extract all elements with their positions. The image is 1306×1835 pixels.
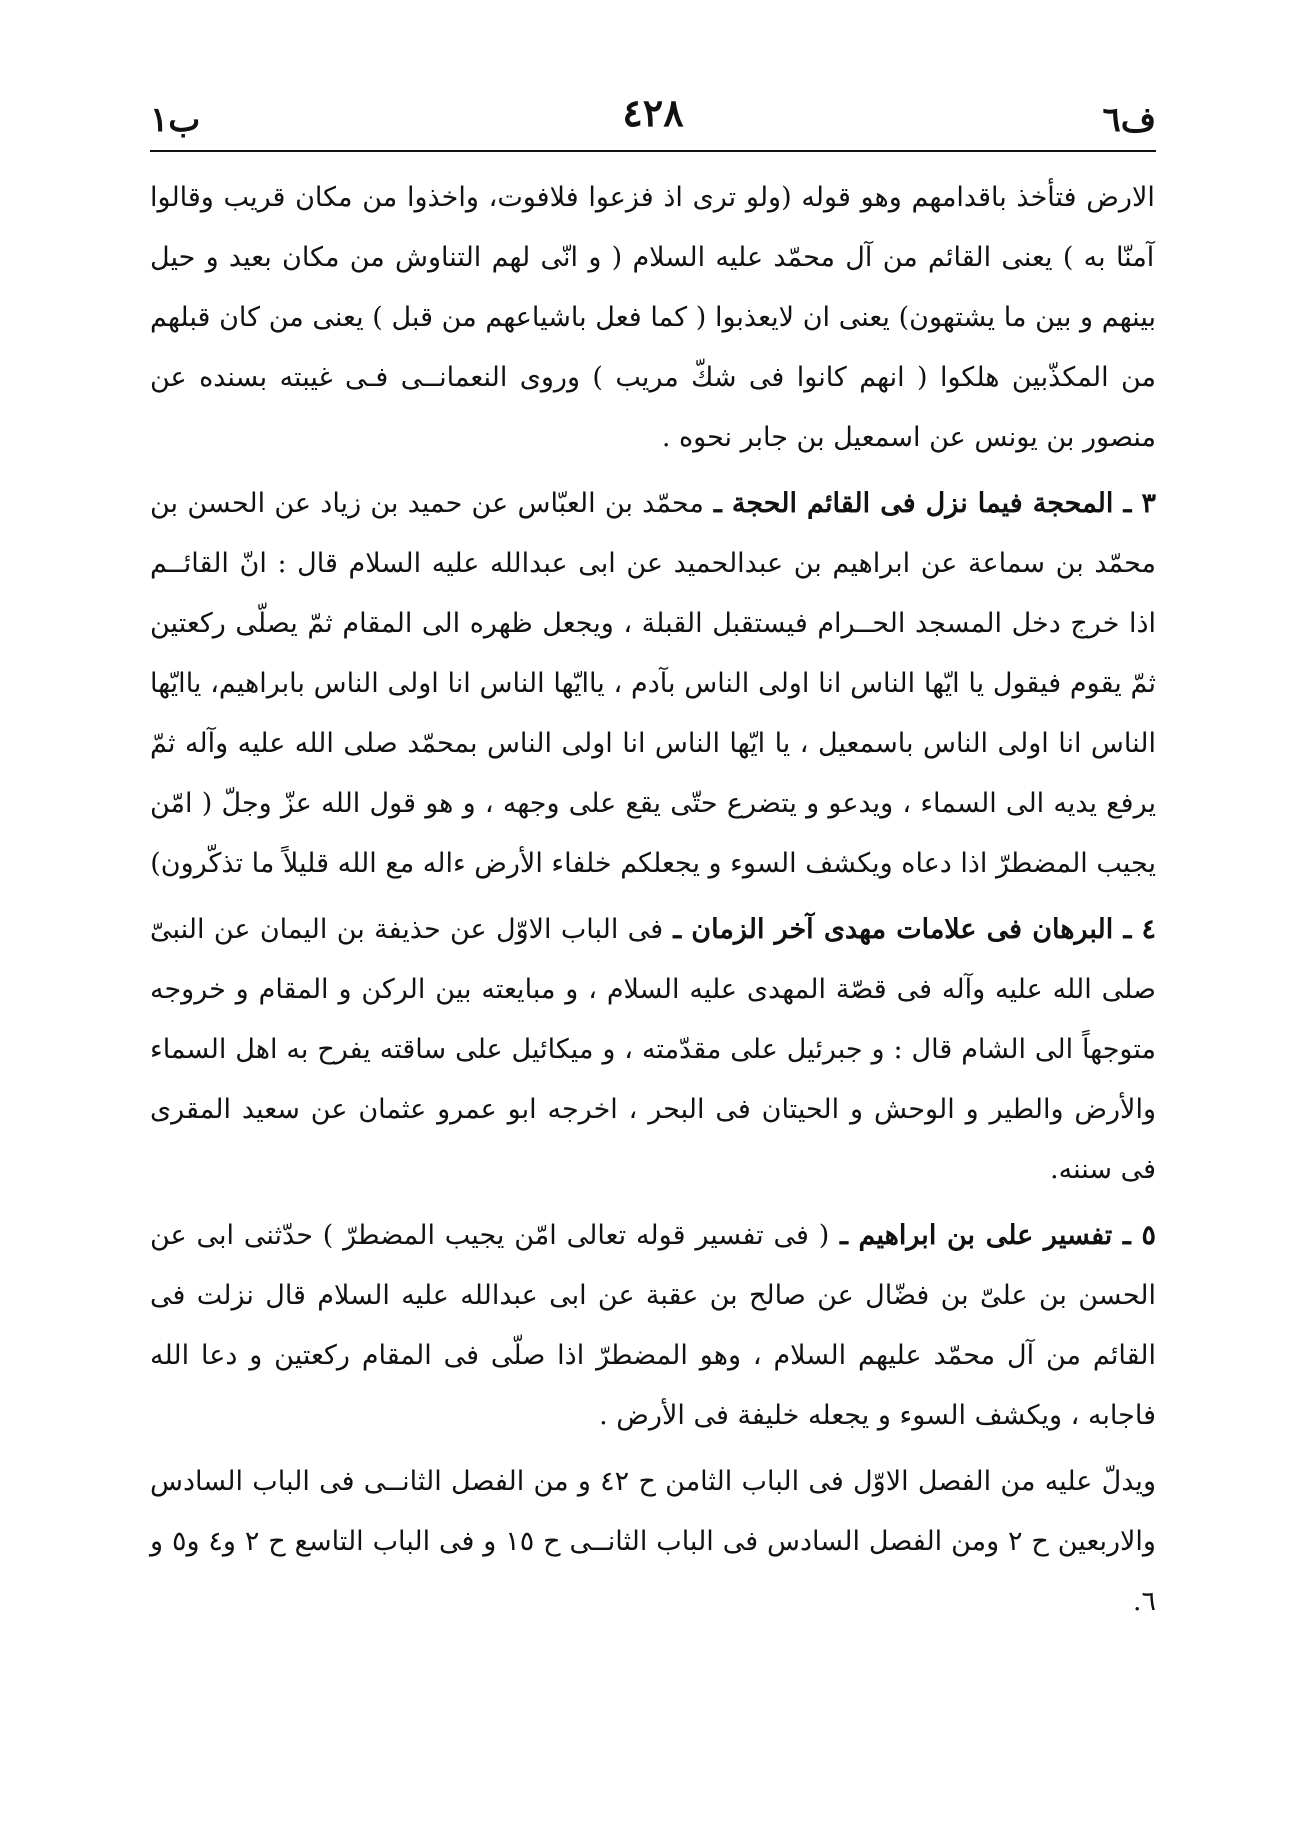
text-line: ويدلّ عليه من الفصل الاوّل فى الباب الثامن ح ٤٢ و من الفصل الثانــى فى [309, 1466, 1156, 1497]
text-line: عن الحسن بن محمّد بن سماعة عن ابراهيم بن عبدالحميد عن ابى عبدالله عليه السلام قال : انّ [150, 488, 1156, 579]
section-title: البرهان فى علامات مهدى آخر الزمان ـ [663, 914, 1114, 945]
section-number: ٣ ـ [1113, 488, 1156, 519]
text-line: به اهل السماء والأرض والطير و الوحش و الحيتان فى البحر ، اخرجه ابو عمرو عثمان [150, 1034, 1157, 1125]
text-line: التاسع ح ٢ و٤ و٥ و ٦. [150, 1526, 1156, 1617]
header-rule [150, 150, 1156, 152]
text-line: نزلت فى القائم من آل محمّد عليهم السلام ، وهو المضطرّ اذا صلّى فى المقام ركعتين و [150, 1280, 1156, 1371]
text-line: آمنّا به ) يعنى القائم من آل محمّد عليه السلام ( و انّى لهم التناوش من مكان بعيد و حيل [150, 242, 1155, 273]
text-line: الباب السادس والاربعين ح ٢ ومن الفصل السادس فى الباب الثانــى ح ١٥ و فى الباب [150, 1466, 1156, 1557]
text-line: عزّ وجلّ ( امّن يجيب المضطرّ اذا دعاه ويكشف السوء و يجعلكم خلفاء الأرض ءاله [150, 788, 1156, 879]
text-line: بسنده عن منصور بن يونس عن اسمعيل بن جابر نحوه . [150, 362, 1156, 453]
text-line: بن اليمان عن النبىّ صلى الله عليه وآله فى قصّة المهدى عليه السلام ، و مبايعته بين الركن و المقام و [150, 914, 1156, 1005]
text-line: محمّد بن العبّاس عن حميد بن زياد [311, 488, 704, 519]
text-line: الارض فتأخذ باقدامهم وهو قوله (ولو ترى اذ فزعوا فلافوت، واخذوا من مكان قريب وقالوا [150, 182, 1155, 213]
text-line: بينهم و بين ما يشتهون) يعنى ان لايعذبوا ( كما فعل باشياعهم من قبل ) يعنى من كان [210, 302, 1156, 333]
text-line: حدّثنى ابى عن الحسن بن علىّ بن فضّال عن صالح بن عقبة عن ابى عبدالله عليه السلام قال [150, 1220, 1157, 1311]
text-line: دعا الله فاجابه ، ويكشف السوء و يجعله خليفة فى الأرض . [150, 1340, 1156, 1431]
section-title: تفسير على بن ابراهيم ـ [829, 1220, 1113, 1251]
paragraph-5 [150, 1452, 1156, 1632]
page-number: ٤٢٨ [622, 90, 684, 135]
folio-right: ف٦ [1102, 100, 1156, 140]
paragraph-2 [150, 474, 1156, 894]
text-line: فى الباب الاوّل عن حذيفة [364, 914, 664, 945]
paragraph-1 [150, 168, 1156, 468]
paragraph-3 [150, 900, 1156, 1200]
page-header [150, 90, 1156, 146]
text-line: ( فى تفسير قوله تعالى امّن يجيب المضطرّ ) [312, 1220, 830, 1251]
paragraph-4 [150, 1206, 1156, 1446]
text-line: القائــم اذا خرج دخل المسجد الحــرام فيستقبل القبلة ، ويجعل ظهره الى المقام ثمّ [150, 548, 1156, 639]
text-line: مع الله قليلاً ما تذكّرون) [150, 848, 415, 879]
text-line: خروجه متوجهاً الى الشام قال : و جبرئيل على مقدّمته ، و ميكائيل على ساقته يفرح [150, 974, 1156, 1065]
text-line: الناس بابراهيم، ياايّها الناس انا اولى الناس باسمعيل ، يا ايّها الناس انا اولى الناس بمحمّد [150, 668, 1156, 759]
section-number: ٤ ـ [1113, 914, 1157, 945]
section-number: ٥ ـ [1112, 1220, 1157, 1251]
text-line: قبلهم من المكذّبين هلكوا ( انهم كانوا فى شكّ مريب ) وروى النعمانــى فـى غيبته [150, 302, 1156, 393]
section-title: المحجة فيما نزل فى القائم الحجة ـ [703, 488, 1114, 519]
folio-left: ب١ [150, 100, 201, 140]
text-line: عن سعيد المقرى فى سننه. [150, 1094, 1156, 1185]
text-line: يصلّى ركعتين ثمّ يقوم فيقول يا ايّها الناس انا اولى الناس بآدم ، ياايّها الناس انا اولى [150, 608, 1156, 699]
body-text [150, 168, 1156, 1632]
text-line: صلى الله عليه وآله ثمّ يرفع يديه الى السماء ، ويدعو و يتضرع حتّى يقع على وجهه ، و هو قول الله [150, 728, 1156, 819]
